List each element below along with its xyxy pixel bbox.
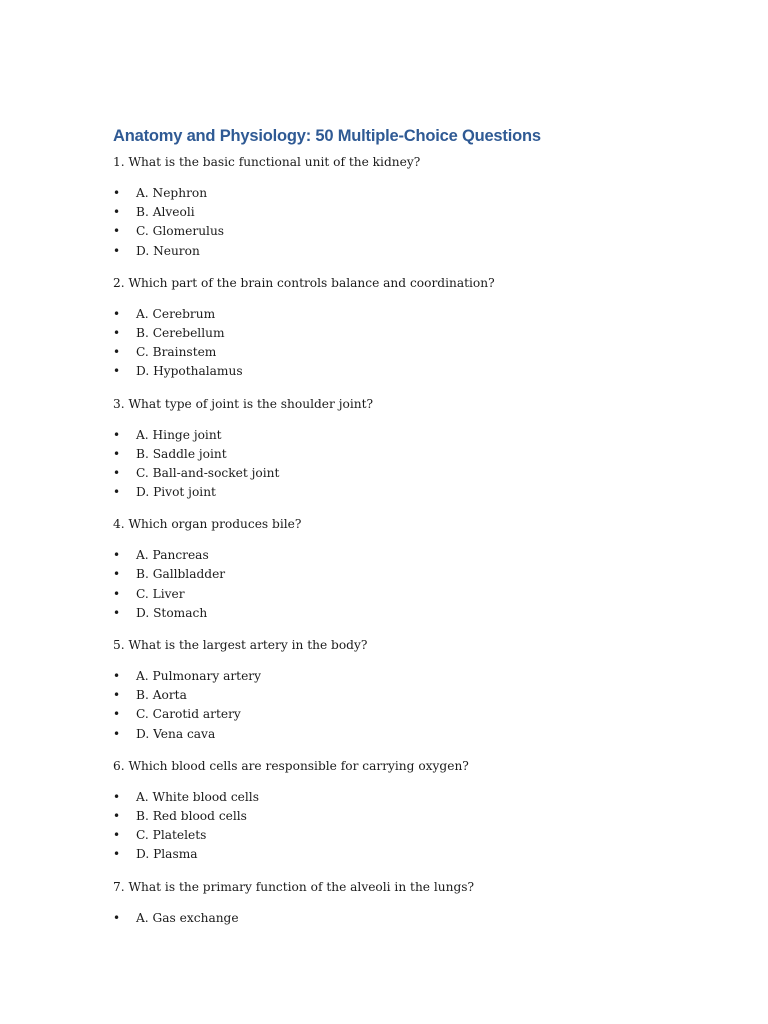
option-text: B. Cerebellum [136,325,225,340]
option-item [113,222,713,241]
option-item [113,305,713,324]
bullet-icon: • [113,828,121,843]
option-text: B. Gallbladder [136,567,226,582]
option-text: A. Gas exchange [136,910,239,925]
bullet-icon: • [113,548,121,563]
bullet-icon: • [113,485,121,500]
option-text: D. Stomach [136,605,208,620]
bullet-icon: • [113,345,121,360]
option-item [113,826,713,845]
option-item [113,725,713,744]
option-text: C. Liver [136,586,185,601]
question-block-7 [113,878,713,928]
bullet-icon: • [113,186,121,200]
bullet-icon: • [113,669,121,683]
option-text: C. Ball-and-socket joint [136,465,280,480]
option-item [113,483,713,502]
option-item [113,464,713,483]
option-item [113,909,713,928]
option-text: A. Pulmonary artery [136,669,262,683]
option-item [113,184,713,203]
question-block-3 [113,395,713,503]
question-text: 3. What type of joint is the shoulder joint? [113,396,374,411]
bullet-icon: • [113,707,121,722]
option-list [113,667,713,744]
bullet-icon: • [113,605,121,620]
option-text: A. Pancreas [136,548,209,563]
option-text: C. Glomerulus [136,224,225,239]
option-text: B. Red blood cells [136,808,247,823]
option-list [113,184,713,261]
option-list [113,305,713,382]
bullet-icon: • [113,808,121,823]
option-text: D. Plasma [136,847,198,862]
option-item [113,604,713,623]
option-item [113,324,713,343]
option-item [113,845,713,864]
question-text: 4. Which organ produces bile? [113,517,302,532]
bullet-icon: • [113,243,121,258]
bullet-icon: • [113,688,121,703]
option-item [113,426,713,445]
question-block-5 [113,636,713,744]
option-text: D. Vena cava [136,726,216,741]
option-text: A. Cerebrum [136,306,216,321]
bullet-icon: • [113,465,121,480]
bullet-icon: • [113,586,121,601]
bullet-icon: • [113,446,121,461]
question-text: 1. What is the basic functional unit of the kidney? [113,155,421,169]
bullet-icon: • [113,306,121,321]
option-text: B. Alveoli [136,205,195,220]
option-text: A. Hinge joint [136,427,222,442]
question-text: 2. Which part of the brain controls balance and coordination? [113,275,495,290]
question-text: 5. What is the largest artery in the body? [113,638,368,652]
option-text: C. Platelets [136,828,207,843]
bullet-icon: • [113,224,121,239]
bullet-icon: • [113,205,121,220]
option-list [113,426,713,503]
option-item [113,546,713,565]
bullet-icon: • [113,567,121,582]
question-block-2 [113,274,713,382]
option-item [113,242,713,261]
option-item [113,203,713,222]
option-item [113,686,713,705]
option-text: D. Hypothalamus [136,364,243,379]
bullet-icon: • [113,726,121,741]
bullet-icon: • [113,910,121,925]
option-list [113,546,713,623]
option-item [113,788,713,807]
bullet-icon: • [113,847,121,862]
question-block-4 [113,515,713,623]
option-item [113,705,713,724]
option-item [113,343,713,362]
option-text: A. White blood cells [136,789,259,804]
option-text: B. Aorta [136,688,187,703]
option-text: B. Saddle joint [136,446,227,461]
option-item [113,807,713,826]
option-text: D. Neuron [136,243,200,258]
bullet-icon: • [113,427,121,442]
option-text: A. Nephron [136,186,208,200]
option-list [113,909,713,928]
option-item [113,585,713,604]
option-item [113,667,713,686]
document-page [113,124,713,941]
option-item [113,362,713,381]
option-text: C. Carotid artery [136,707,241,722]
bullet-icon: • [113,325,121,340]
question-block-1 [113,153,713,261]
option-text: D. Pivot joint [136,485,216,500]
question-block-6 [113,757,713,865]
question-text: 7. What is the primary function of the alveoli in the lungs? [113,879,475,894]
document-title: Anatomy and Physiology: 50 Multiple-Choice Questions [113,127,541,145]
option-item [113,565,713,584]
bullet-icon: • [113,364,121,379]
bullet-icon: • [113,789,121,804]
option-item [113,445,713,464]
option-list [113,788,713,865]
question-text: 6. Which blood cells are responsible for carrying oxygen? [113,758,469,773]
option-text: C. Brainstem [136,345,217,360]
